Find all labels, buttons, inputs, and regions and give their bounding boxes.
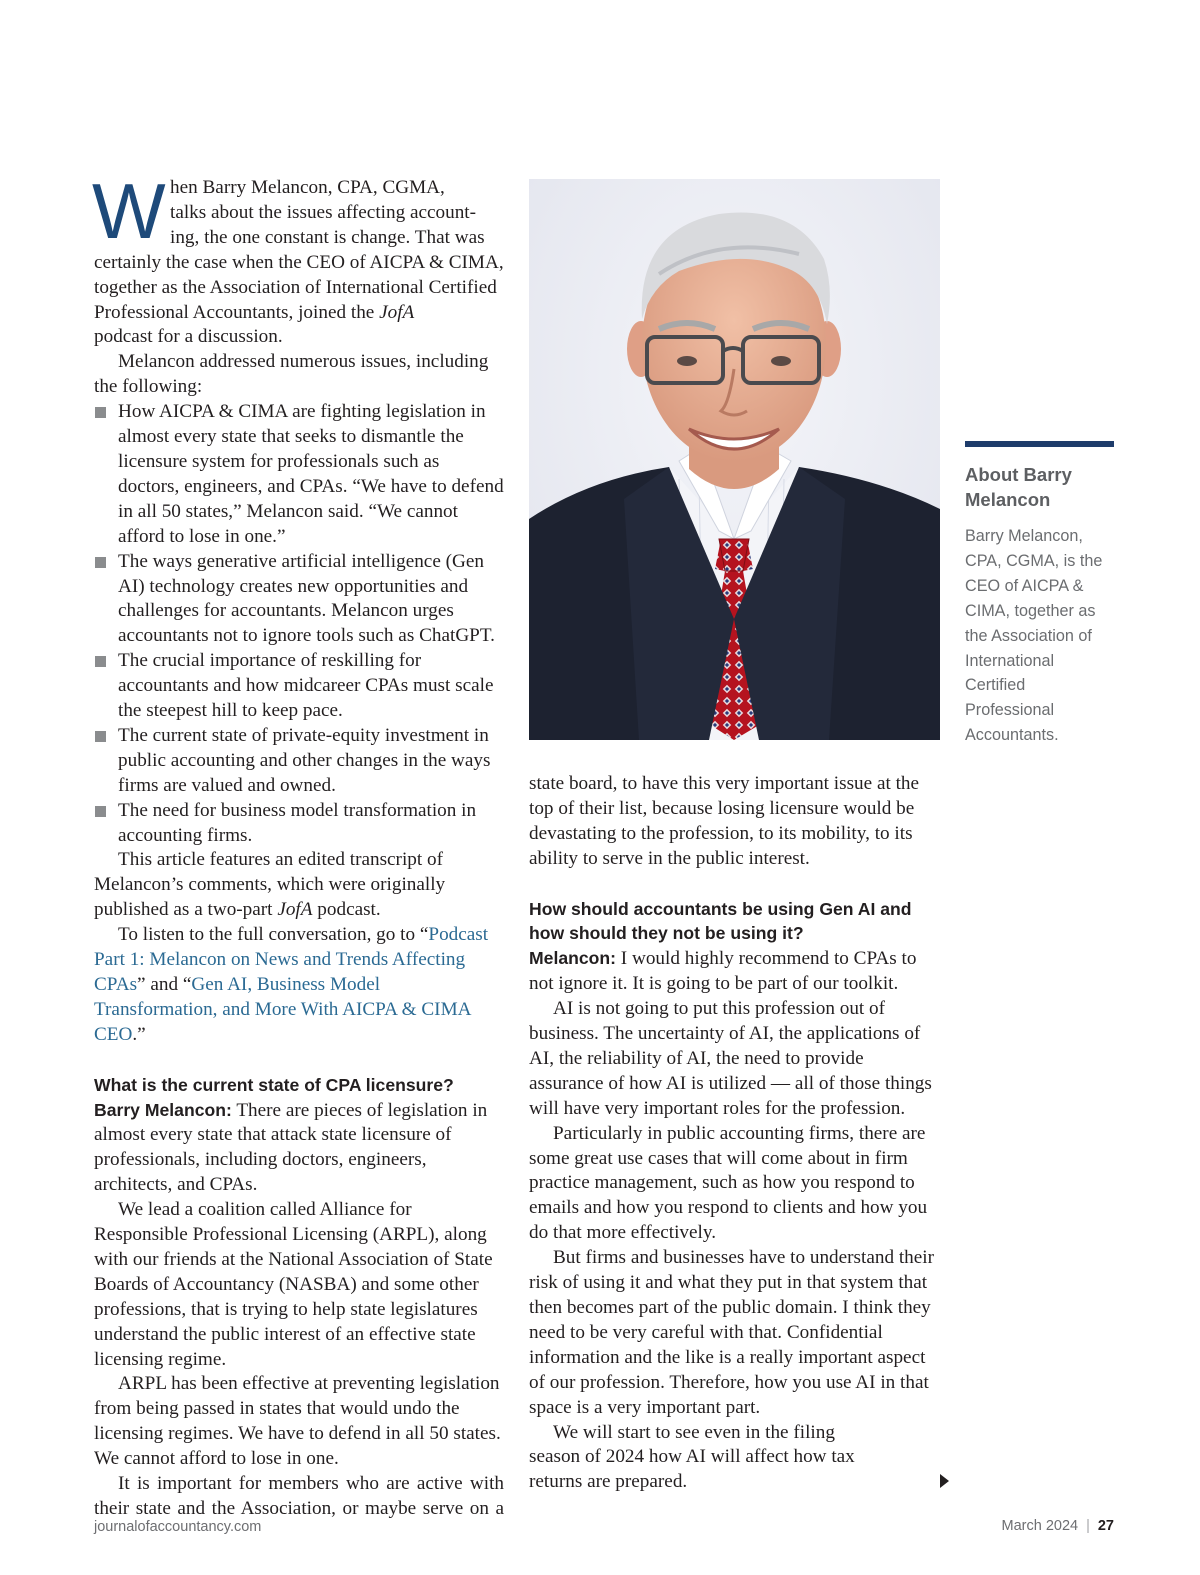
about-sidebar (965, 441, 1117, 748)
intro-line-1: hen Barry Melancon, CPA, CGMA, (170, 177, 445, 198)
answer-paragraph: ARPL has been effective at preventing legislation from being passed in states that would undo the licensing regimes. We have to defend in all 50 states. We cannot afford to lose in one. (94, 1373, 501, 1470)
gen-ai-podcast-link[interactable]: Gen AI, Business Model Transformation, and More With AICPA & CIMA CEO (94, 974, 471, 1045)
list-item: The need for business model transformation in accounting firms. (94, 799, 504, 849)
intro-line-2: talks about the issues affecting account- (170, 201, 477, 223)
jofa-title: JofA (277, 899, 313, 921)
answer-paragraph: AI is not going to put this profession out of business. The uncertainty of AI, the applications of AI, the reliability of AI, the need to provide assurance of how AI is utilized — all of those things will have very important roles for the profession. (529, 998, 932, 1119)
sidebar-rule (965, 441, 1114, 447)
listen-paragraph: To listen to the full conversation, go to “Podcast Part 1: Melancon on News and Trends Affecting CPAs” and “Gen AI, Business Model Transformation, and More With AICPA & CIMA CEO.” (94, 924, 489, 1045)
list-item: How AICPA & CIMA are fighting legislation in almost every state that seeks to dismantle the licensure system for professionals such as doctors, engineers, and CPAs. “We have to defend in all 50 states,” Melancon said. “We cannot afford to lose in one.” (94, 400, 504, 549)
question-heading-gen-ai: How should accountants be using Gen AI and how should they not be using it? (529, 898, 912, 944)
article-column-left (92, 167, 504, 1522)
footer-page-info (1002, 1518, 1115, 1534)
list-item: The ways generative artificial intelligence (Gen AI) technology creates new opportunities and challenges for accountants. Melancon urges accountants not to ignore tools such as ChatGPT. (94, 550, 504, 650)
intro-paragraph: certainly the case when the CEO of AICPA & CIMA, together as the Association of International Certified Professional Accountants, joined the JofA podcast for a discussion. (94, 251, 504, 348)
list-item: The current state of private-equity investment in public accounting and other changes in the ways firms are valued and owned. (94, 724, 504, 799)
answer-paragraph: It is important for members who are active with their state and the Association, or maybe serve on a (94, 1473, 504, 1520)
answer-paragraph: But firms and businesses have to understand their risk of using it and what they put in that system that then becomes part of the public domain. I think they need to be very careful with that. Confidential information and the like is a really important aspect of our profession. Therefore, how you use AI in that space is a very important part. (529, 1247, 935, 1418)
dropcap-letter: W (92, 167, 166, 255)
list-item: The crucial importance of reskilling for accountants and how midcareer CPAs must scale the steepest hill to keep pace. (94, 649, 504, 724)
answer-paragraph: We will start to see even in the filing season of 2024 how AI will affect how tax returns are prepared. (529, 1421, 855, 1493)
podcast-part-1-link[interactable]: Podcast Part 1: Melancon on News and Trends Affecting CPAs (94, 924, 489, 995)
sidebar-title: About Barry Melancon (965, 464, 1072, 510)
features-paragraph: This article features an edited transcript of Melancon’s comments, which were originally published as a two-part JofA podcast. (94, 849, 446, 921)
intro-dropcap-block (92, 167, 504, 255)
intro-line-3: ing, the one constant is change. That was (170, 226, 485, 248)
footer-date: March 2024 (1001, 1518, 1079, 1534)
answer-paragraph: We lead a coalition called Alliance for Responsible Professional Licensing (ARPL), along with our friends at the National Association of State Boards of Accountancy (NASBA) and some other professions, that is trying to help state legislatures understand the public interest of an effective state licensing regime. (94, 1199, 493, 1370)
speaker-label: Melancon: (529, 948, 616, 969)
continue-arrow-icon (940, 1474, 949, 1488)
article-column-middle (529, 772, 941, 1495)
continued-paragraph: state board, to have this very important issue at the top of their list, because losing licensure would be devastating to the profession, to its mobility, to its ability to serve in the public interest. (529, 773, 920, 869)
portrait-illustration (529, 179, 940, 740)
issues-intro: Melancon addressed numerous issues, including the following: (94, 351, 489, 398)
page-number: 27 (1097, 1518, 1114, 1534)
footer-site: journalofaccountancy.com (94, 1519, 262, 1535)
issues-list (94, 400, 504, 848)
portrait-photo (529, 179, 940, 740)
footer-separator: | (1086, 1518, 1090, 1534)
answer-paragraph: Particularly in public accounting firms, there are some great use cases that will come about in firm practice management, such as how you respond to emails and how you respond to clients and how you do that more effectively. (529, 1122, 928, 1244)
jofa-title: JofA (379, 301, 415, 323)
question-heading-licensure: What is the current state of CPA licensure? (94, 1074, 454, 1095)
answer-paragraph: Melancon: I would highly recommend to CPAs to not ignore it. It is going to be part of our toolkit. (529, 948, 917, 995)
speaker-label: Barry Melancon: (94, 1099, 232, 1120)
answer-paragraph: Barry Melancon: There are pieces of legislation in almost every state that attack state licensure of professionals, including doctors, engineers, architects, and CPAs. (94, 1099, 488, 1196)
sidebar-body: Barry Melancon, CPA, CGMA, is the CEO of AICPA & CIMA, together as the Association of International Certified Professional Accountants. (965, 527, 1103, 745)
